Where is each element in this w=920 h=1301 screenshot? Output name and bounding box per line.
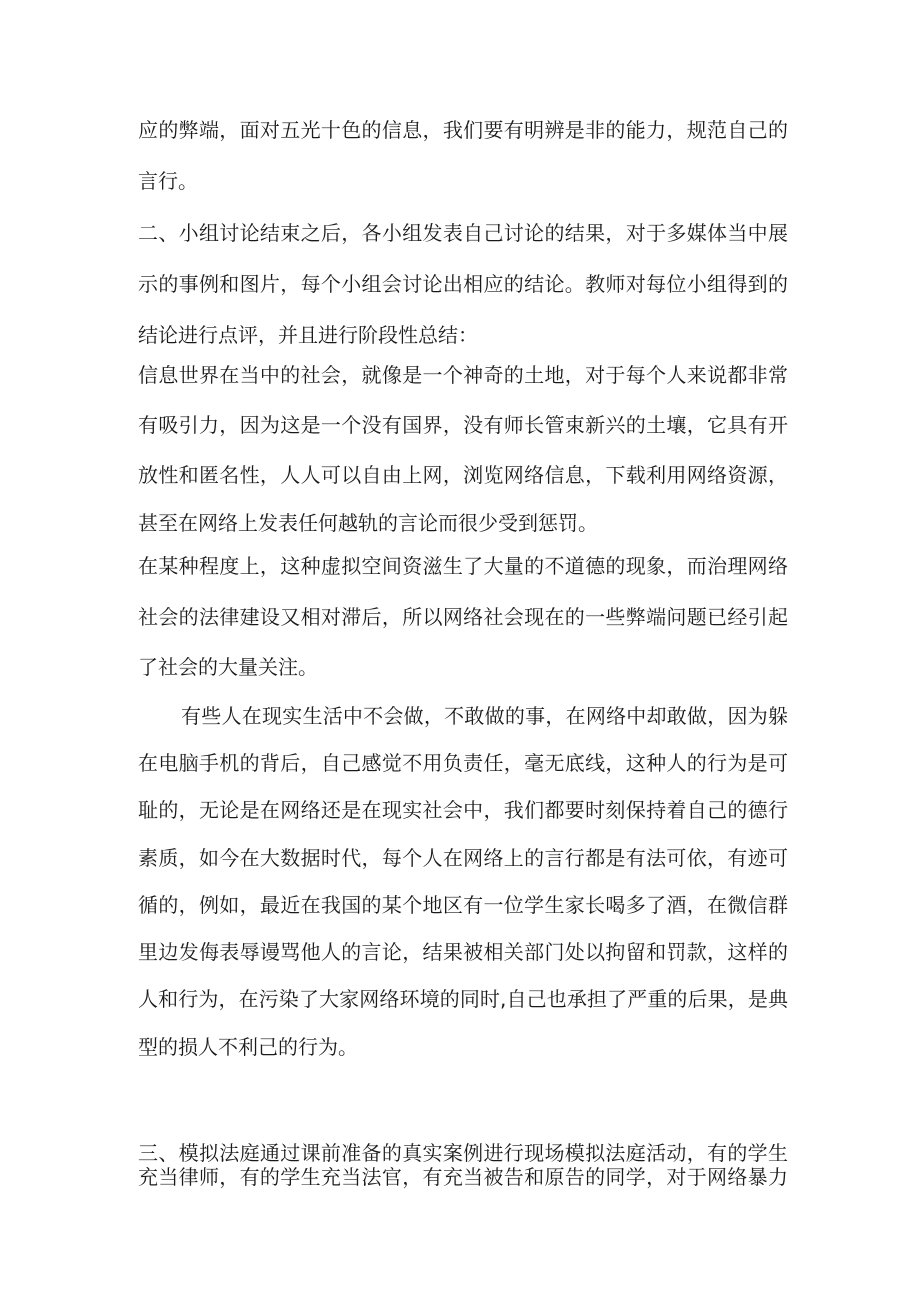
text-line: 循的，例如，最近在我国的某个地区有一位学生家长喝多了酒，在微信群 <box>138 893 788 917</box>
text-line: 三、模拟法庭通过课前准备的真实案例进行现场模拟法庭活动，有的学生 <box>138 1141 788 1165</box>
text-line: 型的损人不利己的行为。 <box>138 1035 358 1059</box>
text-line: 充当律师，有的学生充当法官，有充当被告和原告的同学，对于网络暴力 <box>138 1165 788 1189</box>
text-line: 应的弊端，面对五光十色的信息，我们要有明辨是非的能力，规范自己的 <box>138 118 788 142</box>
text-line: 了社会的大量关注。 <box>138 655 318 679</box>
text-line: 甚至在网络上发表任何越轨的言论而很少受到惩罚。 <box>138 511 598 535</box>
text-line: 素质，如今在大数据时代，每个人在网络上的言行都是有法可依，有迹可 <box>138 846 788 870</box>
text-line: 有些人在现实生活中不会做，不敢做的事，在网络中却敢做，因为躲 <box>181 704 788 728</box>
text-line: 里边发侮表辱谩骂他人的言论，结果被相关部门处以拘留和罚款，这样的 <box>138 940 788 964</box>
text-line: 示的事例和图片，每个小组会讨论出相应的结论。教师对每位小组得到的 <box>138 272 788 296</box>
text-line: 社会的法律建设又相对滞后，所以网络社会现在的一些弊端问题已经引起 <box>138 605 788 629</box>
text-line: 耻的，无论是在网络还是在现实社会中，我们都要时刻保持着自己的德行 <box>138 798 788 822</box>
text-line: 人和行为，在污染了大家网络环境的同时,自己也承担了严重的后果，是典 <box>138 987 788 1011</box>
text-line: 言行。 <box>138 169 198 193</box>
text-line: 结论进行点评，并且进行阶段性总结： <box>138 323 478 347</box>
text-line: 在电脑手机的背后，自己感觉不用负责任，毫无底线，这种人的行为是可 <box>138 751 788 775</box>
text-line: 有吸引力，因为这是一个没有国界，没有师长管束新兴的土壤，它具有开 <box>138 413 788 437</box>
text-line: 在某种程度上，这种虚拟空间资滋生了大量的不道德的现象，而治理网络 <box>138 554 788 578</box>
text-line: 放性和匿名性，人人可以自由上网，浏览网络信息，下载利用网络资源， <box>138 463 788 487</box>
text-line: 信息世界在当中的社会，就像是一个神奇的土地，对于每个人来说都非常 <box>138 363 788 387</box>
text-line: 二、小组讨论结束之后，各小组发表自己讨论的结果，对于多媒体当中展 <box>138 221 788 245</box>
